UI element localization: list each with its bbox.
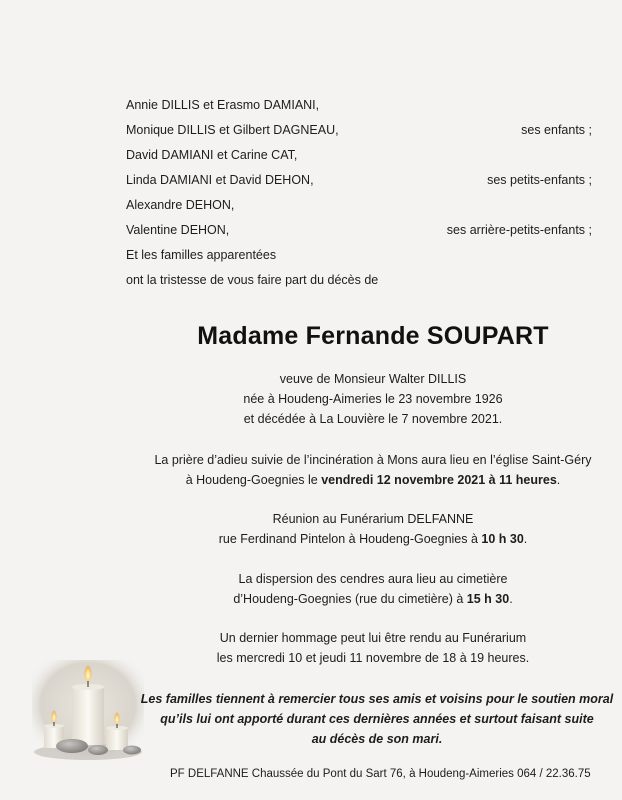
dispersion-time-line — [124, 589, 622, 609]
family-row — [126, 95, 592, 115]
family-row — [126, 195, 592, 215]
birth-line: née à Houdeng-Aimeries le 23 novembre 1926 — [243, 392, 503, 406]
deceased-name: Madame Fernande SOUPART — [197, 322, 549, 350]
thanks-line: qu’ils lui ont apporté durant ces dernières années et surtout faisant suite — [160, 712, 594, 726]
family-name: Linda DAMIANI et David DEHON, — [126, 173, 314, 187]
family-row — [126, 170, 592, 190]
family-name: Monique DILLIS et Gilbert DAGNEAU, — [126, 123, 339, 137]
family-role: ses arrière-petits-enfants ; — [446, 223, 592, 237]
homage-line: Un dernier hommage peut lui être rendu au Funérarium — [219, 631, 527, 645]
dispersion-line: La dispersion des cendres aura lieu au cimetière — [238, 572, 508, 586]
meeting-time-line — [124, 529, 622, 549]
dispersion-period: . — [509, 592, 513, 606]
thanks-line: Les familles tiennent à remercier tous ses amis et voisins pour le soutien moral — [140, 692, 614, 706]
family-row — [126, 245, 592, 265]
family-row — [126, 270, 592, 290]
ceremony-place: à Houdeng-Goegnies le — [185, 473, 322, 487]
meeting-line: Réunion au Funérarium DELFANNE — [272, 512, 474, 526]
ceremony-line: La prière d’adieu suivie de l’incinération à Mons aura lieu en l’église Saint-Géry — [154, 453, 592, 467]
ceremony-date-line — [124, 470, 622, 490]
ceremony-datetime: vendredi 12 novembre 2021 à 11 heures — [321, 473, 557, 487]
ceremony-period: . — [556, 473, 561, 487]
dispersion-info — [0, 569, 622, 609]
thanks-message — [0, 689, 622, 749]
family-row — [126, 145, 592, 165]
meeting-info — [0, 509, 622, 549]
dispersion-place: d’Houdeng-Goegnies (rue du cimetière) à — [233, 592, 467, 606]
family-name: ont la tristesse de vous faire part du décès de — [126, 273, 379, 287]
death-line: et décédée à La Louvière le 7 novembre 2021. — [243, 412, 503, 426]
family-name: Valentine DEHON, — [126, 223, 230, 237]
family-name: Et les familles apparentées — [126, 248, 277, 262]
family-row — [126, 220, 592, 240]
family-name: Alexandre DEHON, — [126, 198, 235, 212]
meeting-place: rue Ferdinand Pintelon à Houdeng-Goegnies à — [218, 532, 482, 546]
deceased-bio — [0, 369, 622, 429]
dispersion-time: 15 h 30 — [466, 592, 510, 606]
family-role: ses petits-enfants ; — [487, 173, 592, 187]
ceremony-info — [0, 450, 622, 490]
family-name: David DAMIANI et Carine CAT, — [126, 148, 298, 162]
homage-dates-line: les mercredi 10 et jeudi 11 novembre de 18 à 19 heures. — [216, 651, 530, 665]
widow-line: veuve de Monsieur Walter DILLIS — [279, 372, 467, 386]
meeting-period: . — [523, 532, 528, 546]
family-name: Annie DILLIS et Erasmo DAMIANI, — [126, 98, 320, 112]
family-role: ses enfants ; — [521, 123, 592, 137]
family-row — [126, 120, 592, 140]
funeral-home-footer: PF DELFANNE Chaussée du Pont du Sart 76, à Houdeng-Aimeries 064 / 22.36.75 — [170, 768, 591, 780]
meeting-time: 10 h 30 — [481, 532, 524, 546]
thanks-line: au décès de son mari. — [311, 732, 443, 746]
